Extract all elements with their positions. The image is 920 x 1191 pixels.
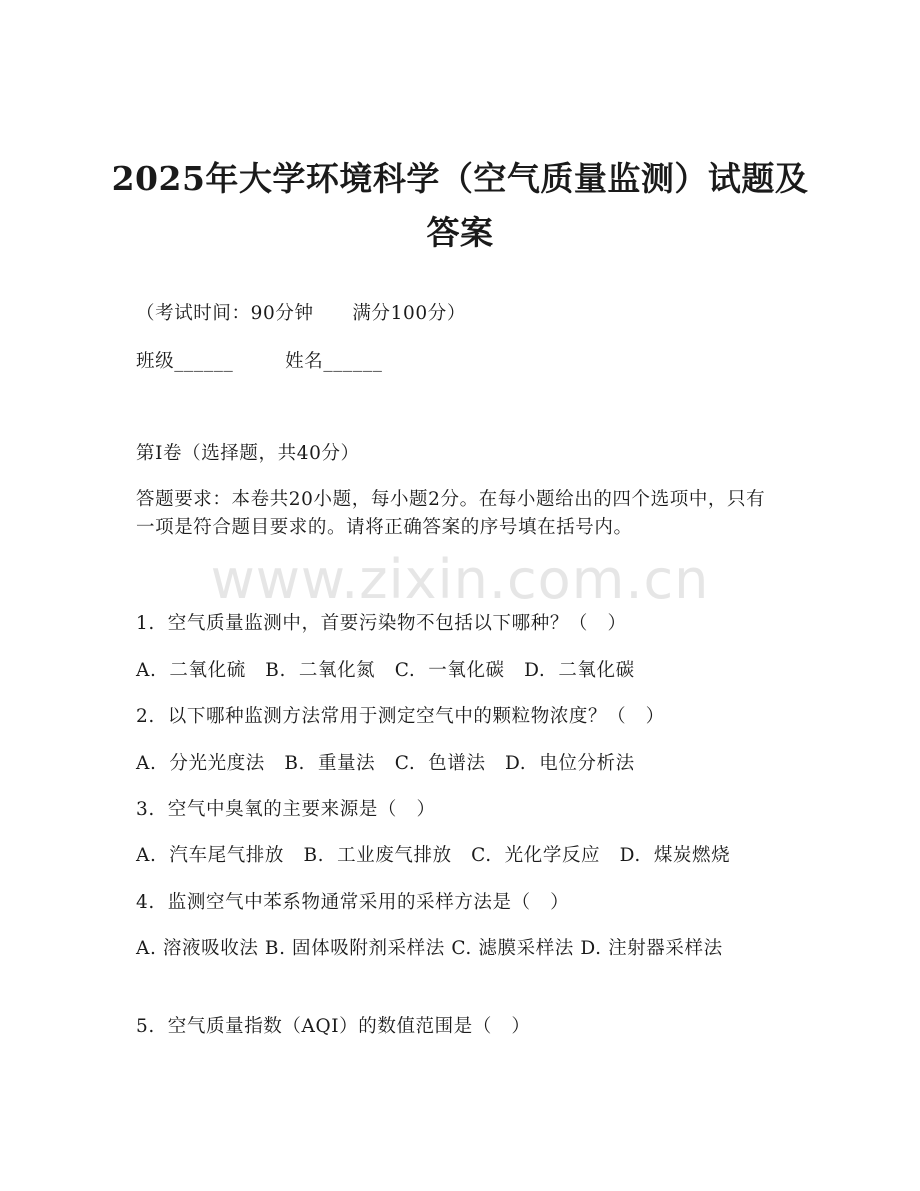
question-1: 1. 空气质量监测中，首要污染物不包括以下哪种？（ ） bbox=[136, 613, 627, 634]
question-4-options: A. 溶液吸收法 B. 固体吸附剂采样法 C. 滤膜采样法 D. 注射器采样法 bbox=[136, 938, 723, 959]
question-3-options: A. 汽车尾气排放 B. 工业废气排放 C. 光化学反应 D. 煤炭燃烧 bbox=[136, 845, 731, 866]
watermark: www.zixin.com.cn bbox=[210, 548, 710, 611]
question-5: 5. 空气质量指数（AQI）的数值范围是（ ） bbox=[136, 1016, 531, 1037]
question-1-options: A. 二氧化硫 B. 二氧化氮 C. 一氧化碳 D. 二氧化碳 bbox=[136, 660, 635, 681]
document-title: 2025年大学环境科学（空气质量监测）试题及答案 bbox=[111, 159, 809, 252]
instructions: 答题要求：本卷共20小题，每小题2分。在每小题给出的四个选项中，只有一项是符合题目要求的。请将正确答案的序号填在括号内。 bbox=[136, 489, 766, 538]
question-4: 4. 监测空气中苯系物通常采用的采样方法是（ ） bbox=[136, 892, 570, 913]
section-heading: 第I卷（选择题，共40分） bbox=[136, 443, 360, 464]
question-3: 3. 空气中臭氧的主要来源是（ ） bbox=[136, 799, 436, 820]
class-name-line: 班级______ 姓名______ bbox=[136, 351, 383, 372]
question-2-options: A. 分光光度法 B. 重量法 C. 色谱法 D. 电位分析法 bbox=[136, 753, 635, 774]
exam-info: （考试时间：90分钟 满分100分） bbox=[136, 303, 466, 324]
question-2: 2. 以下哪种监测方法常用于测定空气中的颗粒物浓度？（ ） bbox=[136, 706, 665, 727]
